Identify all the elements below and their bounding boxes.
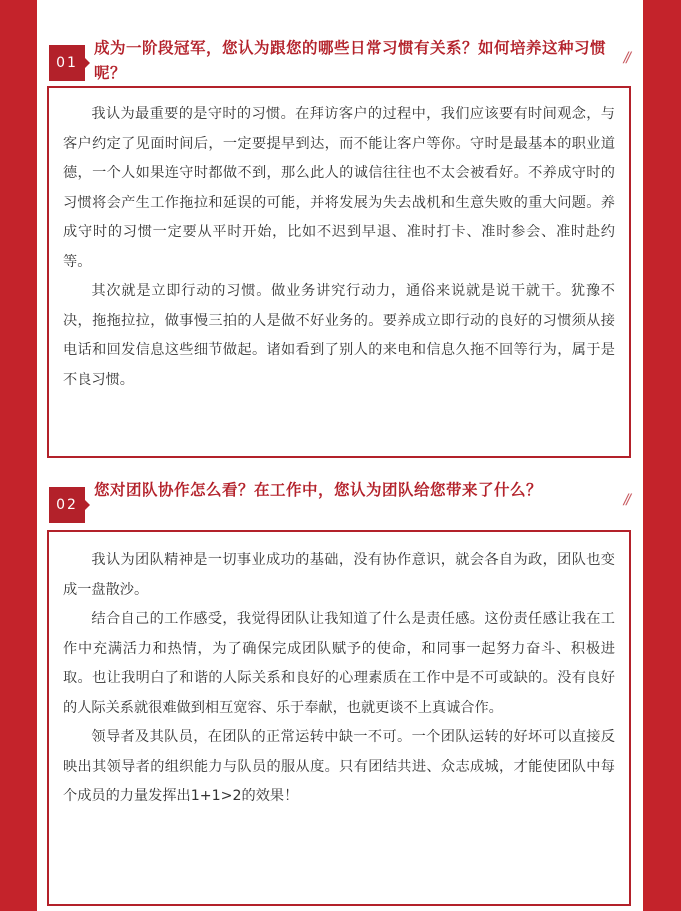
answer-paragraph: 领导者及其队员，在团队的正常运转中缺一不可。一个团队运转的好坏可以直接反映出其领导者的组织能力与队员的服从度。只有团结共进、众志成城，才能使团队中每个成员的力量发挥出1+1>2的效果！ — [63, 729, 615, 804]
content-panel — [37, 0, 643, 911]
answer-paragraph: 结合自己的工作感受，我觉得团队让我知道了什么是责任感。这份责任感让我在工作中充满活力和热情，为了确保完成团队赋予的使命，和同事一起努力奋斗、积极进取。也让我明白了和谐的人际关系和良好的心理素质在工作中是不可或缺的。没有良好的人际关系就很难做到相互宽容、乐于奉献，也就更谈不上真诚合作。 — [63, 611, 615, 716]
answer-paragraph: 我认为最重要的是守时的习惯。在拜访客户的过程中，我们应该要有时间观念，与客户约定了见面时间后，一定要提早到达，而不能让客户等你。守时是最基本的职业道德，一个人如果连守时都做不到，那么此人的诚信往往也不太会被看好。不养成守时的习惯将会产生工作拖拉和延误的可能，并将发展为失去战机和生意失败的重大问题。养成守时的习惯一定要从平时开始，比如不迟到早退、准时打卡、准时参会、准时赴约等。 — [63, 106, 615, 270]
answer-box-1 — [47, 86, 631, 458]
question-header-2 — [47, 478, 633, 526]
question-title-2: 您对团队协作怎么看？在工作中，您认为团队给您带来了什么？ — [94, 481, 543, 499]
question-header-1 — [47, 36, 633, 84]
answer-paragraph: 我认为团队精神是一切事业成功的基础，没有协作意识，就会各自为政，团队也变成一盘散沙。 — [63, 552, 615, 598]
slash-decoration-2: // — [623, 492, 629, 508]
question-number-badge-1: 01 — [49, 45, 85, 81]
answer-box-2 — [47, 530, 631, 906]
question-number-badge-2: 02 — [49, 487, 85, 523]
question-section-1 — [47, 36, 633, 388]
question-section-2 — [47, 478, 633, 804]
answer-paragraph: 其次就是立即行动的习惯。做业务讲究行动力，通俗来说就是说干就干。犹豫不决，拖拖拉拉，做事慢三拍的人是做不好业务的。要养成立即行动的良好的习惯须从接电话和回发信息这些细节做起。诸如看到了别人的来电和信息久拖不回等行为，属于是不良习惯。 — [63, 283, 615, 388]
slash-decoration-1: // — [623, 50, 629, 66]
question-title-1: 成为一阶段冠军，您认为跟您的哪些日常习惯有关系？如何培养这种习惯呢？ — [94, 39, 607, 82]
